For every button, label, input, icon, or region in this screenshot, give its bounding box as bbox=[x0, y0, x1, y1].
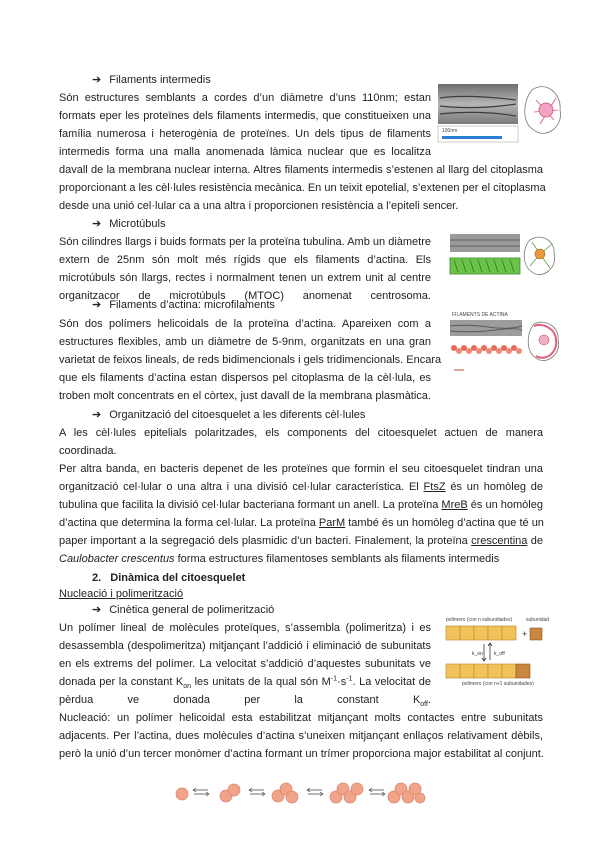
free-subunit bbox=[530, 628, 542, 640]
actin-filament-short bbox=[388, 783, 425, 803]
paragraph-line: Són dos polímers helicoidals de la proteïna d’actina. Apareixen com a bbox=[59, 318, 431, 330]
polymer-n-subunits bbox=[446, 626, 516, 640]
paragraph-line: troben molt concentrats en el còrtex, just davall de la membrana plasmàtica. bbox=[59, 390, 431, 402]
paragraph-line: proporcionant a les cèl·lules resistència mecànica. En un teixit epotelial, s’extenen per el citoplasma bbox=[59, 182, 546, 194]
term-ftsz: FtsZ bbox=[423, 481, 446, 493]
microtubule-figure bbox=[448, 228, 560, 288]
figure-label-100nm: 100nm bbox=[442, 128, 458, 134]
subtitle-nucleation: Nucleació i polimerització bbox=[59, 588, 184, 600]
paragraph-line: organització cel·lular o una altra i una divisió cel·lular característica. El FtsZ és un homòleg de bbox=[59, 481, 544, 493]
paragraph-line: davall de la membrana nuclear interna. Altres filaments intermedis s’estenen al llarg del citoplasma bbox=[59, 164, 543, 176]
paragraph-line: Nucleació: un polímer helicoidal esta estabilitzat mitjançant molts contactes entre subunitats bbox=[59, 712, 543, 724]
micrograph-panel bbox=[450, 234, 520, 252]
arrow-icon bbox=[194, 792, 209, 796]
right-arrow-icon: ➔ bbox=[92, 299, 102, 311]
right-arrow-icon: ➔ bbox=[92, 409, 102, 421]
paragraph-line: desde una unió cel·lular ca a una altra i proporcionen resistència a l’epiteli sencer. bbox=[59, 200, 459, 212]
paragraph-line: microtúbuls són llargs, rectes i normalment tenen un extrem unit al centre bbox=[59, 272, 431, 284]
paragraph-line: en els extrems del polímer. La velocitat s’addició d’aquestes subunitats ve bbox=[59, 658, 431, 670]
paragraph-line: estructures flexibles, amb un diàmetre de 5-9nm, organitzats en una gran bbox=[59, 336, 431, 348]
filament-model-bar bbox=[442, 136, 502, 139]
cell-centrosome bbox=[535, 249, 545, 259]
paragraph-line: Per altra banda, en bacteris depenet de les proteïnes que formin el seu citoesquelet tindran una bbox=[59, 463, 543, 475]
actin-monomer bbox=[176, 788, 188, 800]
heading-actin-filaments: ➔ Filaments d’actina: microfilaments bbox=[92, 299, 275, 311]
paragraph-line: Caulobacter crescentus forma estructures filamentoses semblants als filaments intermedis bbox=[59, 553, 500, 565]
term-parm: ParM bbox=[318, 517, 346, 529]
actin-helix-model bbox=[451, 345, 522, 354]
paragraph-line: que els filaments d’actina estan dispersos pel citoplasma de la cèl·lula, es bbox=[59, 372, 431, 384]
label-subunit: subunidad bbox=[526, 617, 550, 623]
heading-kinetics: ➔ Cinètica general de polimerització bbox=[92, 604, 275, 616]
figure-label-actin: FILAMENTS DE ACTINA bbox=[452, 312, 508, 318]
term-mreb: MreB bbox=[441, 499, 468, 511]
section-title-dynamics: 2. Dinàmica del citoesquelet bbox=[92, 572, 246, 584]
plus-sign: + bbox=[522, 629, 528, 639]
label-kon: k_on bbox=[472, 651, 483, 657]
actin-trimer bbox=[272, 783, 298, 803]
cell-nucleus bbox=[539, 103, 553, 117]
arrow-icon bbox=[308, 792, 323, 796]
term-caulobacter: Caulobacter crescentus bbox=[59, 553, 175, 565]
label-polymer: polímero (con n subunidades) bbox=[446, 617, 513, 623]
actin-oligomer bbox=[330, 783, 363, 803]
paragraph-line: pèrdua ve donada per la constant $K_{off}$. bbox=[59, 694, 431, 709]
paragraph-line: Un polímer lineal de molècules proteïques, s’assembla (polimeritza) i es bbox=[59, 622, 431, 634]
actin-dimer bbox=[220, 784, 240, 802]
paragraph-line: intermedis forma una malla anomenada làmica nuclear que es localitza bbox=[59, 146, 431, 158]
paragraph-line: Són estructures semblants a cordes d’un diàmetre d’uns 110nm; estan bbox=[59, 92, 431, 104]
paragraph-line: organitzacor de microtúbuls (MTOC) anomenat centrosoma. bbox=[59, 290, 431, 302]
polymer-n-plus-1-subunits bbox=[446, 664, 530, 678]
label-polymer-n-plus-1: polímero (con n+1 subunidades) bbox=[462, 681, 534, 687]
nucleation-figure bbox=[170, 776, 426, 808]
paragraph-line: Són cilindres llargs i buids formats per la proteïna tubulina. Amb un diàmetre bbox=[59, 236, 431, 248]
arrow-icon bbox=[250, 792, 265, 796]
paragraph-line: paper important a la segregació dels plasmidic d’un bacteri. Finalement, la proteïna crescentina de bbox=[59, 535, 544, 547]
micrograph-texture bbox=[438, 84, 518, 124]
heading-organization: ➔ Organització del citoesquelet a les diferents cèl·lules bbox=[92, 409, 366, 421]
right-arrow-icon: ➔ bbox=[92, 604, 102, 616]
heading-intermediate-filaments: ➔ Filaments intermedis bbox=[92, 74, 211, 86]
intermediate-filament-figure bbox=[436, 80, 566, 150]
label-koff: k_off bbox=[494, 651, 505, 657]
term-crescentina: crescentina bbox=[471, 535, 528, 547]
actin-filament-figure bbox=[448, 318, 564, 380]
paragraph-line: família numerosa i heterogènia de proteïnes. Un dels tipus de filaments bbox=[59, 128, 431, 140]
paragraph-line: formats eper les proteïnes dels filaments intermedis, que constitueixen una bbox=[59, 110, 431, 122]
polymerization-figure bbox=[444, 624, 548, 686]
right-arrow-icon: ➔ bbox=[92, 218, 102, 230]
right-arrow-icon: ➔ bbox=[92, 74, 102, 86]
paragraph-line: donada per la constant $K_{on}$ les unitats de la qual són $M^{-1}\cdot s^{-1}$. La velocitat de bbox=[59, 675, 431, 691]
paragraph-line: adjacents. Per l’actina, dues molècules d’actina s’uneixen mitjançant enllaços relativament dèbils, bbox=[59, 730, 543, 742]
paragraph-line: d’actina que determina la forma cel·lular. La proteïna ParM també és un homòleg d’actina que té un bbox=[59, 517, 544, 529]
cell-nucleus bbox=[539, 335, 549, 345]
paragraph-line: però la unió d’un tercer monòmer d’actina formant un trímer proporciona major estabilitat al conjunt. bbox=[59, 748, 544, 760]
microtubule-model bbox=[450, 258, 520, 274]
heading-microtubules: ➔ Microtúbuls bbox=[92, 218, 166, 230]
paragraph-line: coordinada. bbox=[59, 445, 117, 457]
paragraph-line: varietat de feixos lineals, de reds bidimencionals i gels tridimencionals. Encara bbox=[59, 354, 442, 366]
paragraph-line: A les cèl·lules epitelials polaritzades, els components del citoesquelet actuen de manera bbox=[59, 427, 543, 439]
paragraph-line: extern de 25nm són molt més rígids que els filaments d’actina. Els bbox=[59, 254, 431, 266]
paragraph-line: tubulina que facilita la divisió cel·lular bacteriana formant un anell. La proteïna MreB és un homòleg bbox=[59, 499, 543, 511]
paragraph-line: desassembla (despolimeritza) mitjançant l’addició i eliminació de subunitats bbox=[59, 640, 431, 652]
arrow-icon bbox=[370, 792, 385, 796]
